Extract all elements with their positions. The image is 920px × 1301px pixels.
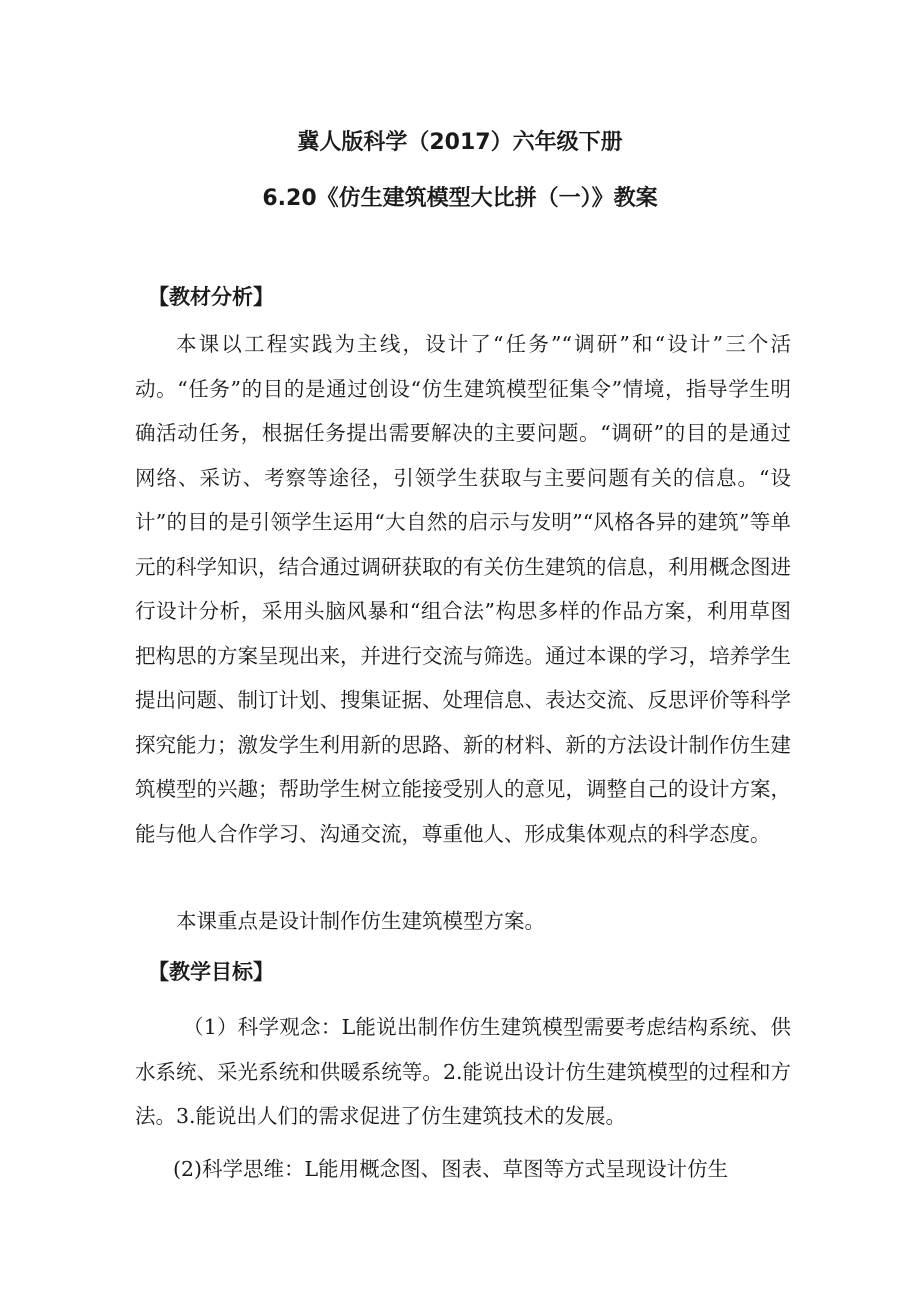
paragraph-lesson-focus: 本课重点是设计制作仿生建筑模型方案。: [176, 909, 545, 933]
document-title: 冀人版科学（2017）六年级下册: [297, 130, 623, 155]
section-heading-textbook-analysis: 【教材分析】: [148, 285, 274, 309]
section-heading-teaching-objectives: 【教学目标】: [148, 960, 274, 984]
paragraph-textbook-analysis: 本课以工程实践为主线，设计了“任务”“调研”和“设计”三个活动。“任务”的目的是通过创设“仿生建筑模型征集令”情境，指导学生明确活动任务，根据任务提出需要解决的主要问题。“调研”的目的是通过网络、采访、考察等途径，引领学生获取与主要问题有关的信息。“设计”的目的是引领学生运用“大自然的启示与发明”“风格各异的建筑”等单元的科学知识，结合通过调研获取的有关仿生建筑的信息，利用概念图进行设计分析，采用头脑风暴和“组合法”构思多样的作品方案，利用草图把构思的方案呈现出来，并进行交流与筛选。通过本课的学习，培养学生提出问题、制订计划、搜集证据、处理信息、表达交流、反思评价等科学探究能力；激发学生利用新的思路、新的材料、新的方法设计制作仿生建筑模型的兴趣；帮助学生树立能接受别人的意见，调整自己的设计方案，能与他人合作学习、沟通交流，尊重他人、形成集体观点的科学态度。: [135, 332, 791, 846]
paragraph-scientific-concepts: （1）科学观念：L能说出制作仿生建筑模型需要考虑结构系统、供水系统、采光系统和供暖系统等。2.能说出设计仿生建筑模型的过程和方法。3.能说出人们的需求促进了仿生建筑技术的发展。: [135, 1015, 791, 1128]
paragraph-scientific-thinking: (2)科学思维：L能用概念图、图表、草图等方式呈现设计仿生: [173, 1157, 729, 1181]
lesson-title: 6.20《仿生建筑模型大比拼（一）》教案: [262, 186, 658, 211]
